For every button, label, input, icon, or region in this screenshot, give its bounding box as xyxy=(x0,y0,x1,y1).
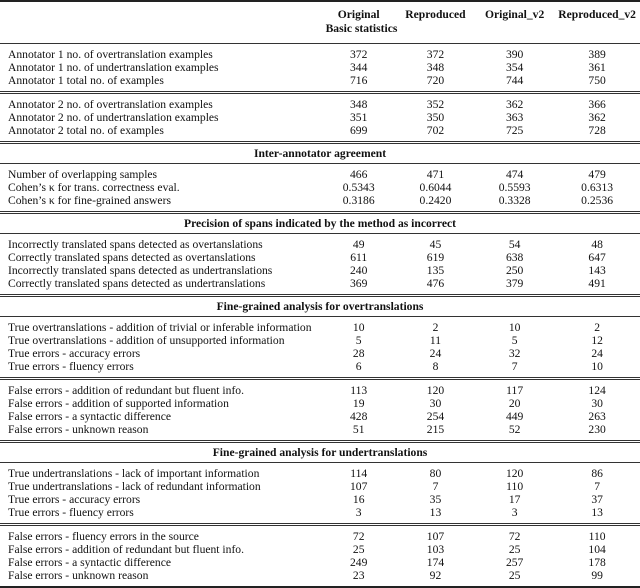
section-title-row xyxy=(0,144,640,164)
table-row xyxy=(0,410,640,423)
row-label: False errors - a syntactic difference xyxy=(8,410,171,423)
cell-value: 728 xyxy=(588,124,606,137)
cell-value: 5 xyxy=(511,334,518,347)
cell-value: 51 xyxy=(352,423,365,436)
column-header-label: Reproduced_v2 xyxy=(558,8,636,21)
cell-value: 117 xyxy=(506,384,524,397)
cell-value: 24 xyxy=(429,347,442,360)
cell-value: 2 xyxy=(594,321,601,334)
cell-value: 249 xyxy=(350,556,368,569)
table-row xyxy=(0,181,640,194)
table-row xyxy=(0,61,640,74)
cell-value: 476 xyxy=(426,277,445,290)
row-label: Annotator 2 no. of overtranslation examples xyxy=(8,98,213,111)
cell-value: 750 xyxy=(588,74,606,87)
cell-value: 72 xyxy=(352,530,365,543)
table-row xyxy=(0,543,640,556)
cell-value: 24 xyxy=(591,347,603,360)
cell-value: 0.5343 xyxy=(342,181,375,194)
header-blank xyxy=(0,2,322,21)
cell-value: 230 xyxy=(588,423,606,436)
row-label: Annotator 2 no. of undertranslation examples xyxy=(8,111,219,124)
blank xyxy=(475,21,640,44)
cell-value: 354 xyxy=(505,61,524,74)
cell-value: 28 xyxy=(352,347,365,360)
table-row xyxy=(0,360,640,373)
cell-value: 25 xyxy=(352,543,365,556)
cell-value: 0.6313 xyxy=(581,181,614,194)
table-row xyxy=(0,264,640,277)
cell-value: 250 xyxy=(505,264,524,277)
cell-value: 25 xyxy=(508,543,521,556)
cell-value: 52 xyxy=(508,423,521,436)
cell-value: 254 xyxy=(426,410,445,423)
table-row xyxy=(0,397,640,410)
cell-value: 389 xyxy=(588,48,606,61)
cell-value: 120 xyxy=(505,467,524,480)
cell-value: 107 xyxy=(426,530,445,543)
table-row xyxy=(0,251,640,264)
table-row xyxy=(0,423,640,436)
row-label: True overtranslations - addition of unsupported information xyxy=(8,334,285,347)
cell-value: 10 xyxy=(352,321,365,334)
cell-value: 263 xyxy=(588,410,606,423)
cell-value: 110 xyxy=(588,530,606,543)
cell-value: 0.6044 xyxy=(419,181,452,194)
table-row xyxy=(0,74,640,87)
cell-value: 348 xyxy=(426,61,445,74)
table-row xyxy=(0,277,640,290)
column-header-1 xyxy=(396,2,475,21)
section-title-row xyxy=(0,214,640,234)
cell-value: 3 xyxy=(355,506,362,519)
cell-value: 699 xyxy=(350,124,368,137)
row-label: False errors - unknown reason xyxy=(8,569,149,582)
cell-value: 2 xyxy=(432,321,439,334)
cell-value: 107 xyxy=(350,480,368,493)
table-row xyxy=(0,111,640,124)
table-rule xyxy=(0,586,640,587)
cell-value: 491 xyxy=(588,277,606,290)
cell-value: 20 xyxy=(508,397,521,410)
cell-value: 0.2536 xyxy=(581,194,614,207)
cell-value: 466 xyxy=(350,168,368,181)
cell-value: 11 xyxy=(429,334,442,347)
row-label: False errors - fluency errors in the source xyxy=(8,530,199,543)
cell-value: 366 xyxy=(588,98,606,111)
cell-value: 32 xyxy=(508,347,521,360)
cell-value: 48 xyxy=(591,238,603,251)
cell-value: 474 xyxy=(505,168,524,181)
row-label: False errors - addition of redundant but fluent info. xyxy=(8,384,245,397)
cell-value: 19 xyxy=(352,397,365,410)
cell-value: 744 xyxy=(505,74,524,87)
row-label: False errors - unknown reason xyxy=(8,423,149,436)
row-label: False errors - addition of supported information xyxy=(8,397,229,410)
cell-value: 379 xyxy=(505,277,524,290)
cell-value: 92 xyxy=(429,569,442,582)
cell-value: 351 xyxy=(350,111,368,124)
cell-value: 30 xyxy=(591,397,603,410)
cell-value: 716 xyxy=(350,74,368,87)
table-row xyxy=(0,467,640,480)
table-row xyxy=(0,124,640,137)
row-label: True errors - fluency errors xyxy=(8,360,134,373)
cell-value: 30 xyxy=(429,397,442,410)
cell-value: 362 xyxy=(505,98,524,111)
section-title: Fine-grained analysis for undertranslations xyxy=(212,446,428,459)
column-header-label: Original xyxy=(337,8,380,21)
cell-value: 449 xyxy=(505,410,524,423)
table-row xyxy=(0,334,640,347)
cell-value: 344 xyxy=(350,61,368,74)
section-title-row xyxy=(0,443,640,463)
cell-value: 0.2420 xyxy=(419,194,452,207)
cell-value: 72 xyxy=(508,530,521,543)
cell-value: 80 xyxy=(429,467,442,480)
cell-value: 104 xyxy=(588,543,606,556)
cell-value: 471 xyxy=(426,168,445,181)
cell-value: 372 xyxy=(350,48,368,61)
table-row xyxy=(0,347,640,360)
cell-value: 110 xyxy=(506,480,524,493)
cell-value: 372 xyxy=(426,48,445,61)
cell-value: 7 xyxy=(432,480,439,493)
cell-value: 17 xyxy=(508,493,521,506)
cell-value: 352 xyxy=(426,98,445,111)
row-label: True errors - accuracy errors xyxy=(8,347,141,360)
table-row xyxy=(0,530,640,543)
cell-value: 45 xyxy=(429,238,442,251)
cell-value: 725 xyxy=(505,124,524,137)
row-label: Number of overlapping samples xyxy=(8,168,158,181)
cell-value: 99 xyxy=(591,569,603,582)
cell-value: 143 xyxy=(588,264,606,277)
table-row xyxy=(0,48,640,61)
cell-value: 103 xyxy=(426,543,445,556)
row-label: False errors - a syntactic difference xyxy=(8,556,171,569)
cell-value: 35 xyxy=(429,493,442,506)
table-row xyxy=(0,556,640,569)
table-row xyxy=(0,238,640,251)
cell-value: 215 xyxy=(426,423,445,436)
row-label: Cohen’s κ for fine-grained answers xyxy=(8,194,171,207)
cell-value: 10 xyxy=(508,321,521,334)
table-row xyxy=(0,98,640,111)
cell-value: 638 xyxy=(505,251,524,264)
cell-value: 240 xyxy=(350,264,368,277)
column-header-0 xyxy=(322,2,396,21)
column-header-2 xyxy=(475,2,554,21)
row-label: Correctly translated spans detected as overtanslations xyxy=(8,251,256,264)
table-row xyxy=(0,480,640,493)
cell-value: 257 xyxy=(505,556,524,569)
row-label: True overtranslations - addition of trivial or inferable information xyxy=(8,321,312,334)
cell-value: 428 xyxy=(350,410,368,423)
row-label: True undertranslations - lack of redundant information xyxy=(8,480,261,493)
cell-value: 23 xyxy=(352,569,365,582)
table-row xyxy=(0,168,640,181)
cell-value: 13 xyxy=(591,506,603,519)
cell-value: 361 xyxy=(588,61,606,74)
cell-value: 390 xyxy=(505,48,524,61)
section-title: Fine-grained analysis for overtranslations xyxy=(216,300,424,313)
rule-line xyxy=(0,586,640,587)
row-label: Annotator 2 total no. of examples xyxy=(8,124,164,137)
cell-value: 174 xyxy=(426,556,445,569)
cell-value: 13 xyxy=(429,506,442,519)
cell-value: 7 xyxy=(594,480,601,493)
cell-value: 647 xyxy=(588,251,606,264)
cell-value: 363 xyxy=(505,111,524,124)
cell-value: 25 xyxy=(508,569,521,582)
cell-value: 5 xyxy=(355,334,362,347)
cell-value: 135 xyxy=(426,264,445,277)
section-title: Inter-annotator agreement xyxy=(253,147,387,160)
table-row xyxy=(0,384,640,397)
cell-value: 8 xyxy=(432,360,439,373)
cell-value: 362 xyxy=(588,111,606,124)
cell-value: 702 xyxy=(426,124,445,137)
row-label: Correctly translated spans detected as undertranslations xyxy=(8,277,266,290)
cell-value: 113 xyxy=(350,384,368,397)
row-label: Incorrectly translated spans detected as undertranslations xyxy=(8,264,273,277)
row-label: Annotator 1 no. of undertranslation examples xyxy=(8,61,219,74)
cell-value: 619 xyxy=(426,251,445,264)
cell-value: 16 xyxy=(352,493,365,506)
cell-value: 54 xyxy=(508,238,521,251)
cell-value: 611 xyxy=(350,251,368,264)
cell-value: 0.3328 xyxy=(498,194,531,207)
row-label: True errors - accuracy errors xyxy=(8,493,141,506)
column-header-label: Original_v2 xyxy=(485,8,545,21)
cell-value: 479 xyxy=(588,168,606,181)
row-label: False errors - addition of redundant but fluent info. xyxy=(8,543,245,556)
section-title-row xyxy=(0,21,640,44)
section-title: Basic statistics xyxy=(325,22,398,35)
cell-value: 86 xyxy=(591,467,603,480)
cell-value: 6 xyxy=(355,360,362,373)
table-row xyxy=(0,194,640,207)
table-row xyxy=(0,569,640,582)
cell-value: 49 xyxy=(352,238,365,251)
column-header-row xyxy=(0,2,640,21)
row-label: Incorrectly translated spans detected as overtanslations xyxy=(8,238,263,251)
cell-value: 7 xyxy=(511,360,518,373)
row-label: Cohen’s κ for trans. correctness eval. xyxy=(8,181,180,194)
table-row xyxy=(0,321,640,334)
column-header-3 xyxy=(554,2,640,21)
cell-value: 720 xyxy=(426,74,445,87)
row-label: True undertranslations - lack of important information xyxy=(8,467,260,480)
cell-value: 3 xyxy=(511,506,518,519)
cell-value: 0.3186 xyxy=(342,194,375,207)
cell-value: 124 xyxy=(588,384,606,397)
row-label: Annotator 1 no. of overtranslation examples xyxy=(8,48,213,61)
cell-value: 114 xyxy=(350,467,368,480)
cell-value: 37 xyxy=(591,493,603,506)
blank xyxy=(0,21,322,44)
section-title-row xyxy=(0,297,640,317)
cell-value: 350 xyxy=(426,111,445,124)
table-row xyxy=(0,506,640,519)
cell-value: 369 xyxy=(350,277,368,290)
column-header-label: Reproduced xyxy=(405,8,466,21)
cell-value: 348 xyxy=(350,98,368,111)
cell-value: 10 xyxy=(591,360,603,373)
cell-value: 120 xyxy=(426,384,445,397)
row-label: True errors - fluency errors xyxy=(8,506,134,519)
cell-value: 178 xyxy=(588,556,606,569)
cell-value: 0.5593 xyxy=(498,181,531,194)
table-row xyxy=(0,493,640,506)
row-label: Annotator 1 total no. of examples xyxy=(8,74,164,87)
section-title: Precision of spans indicated by the method as incorrect xyxy=(183,217,457,230)
cell-value: 12 xyxy=(591,334,603,347)
